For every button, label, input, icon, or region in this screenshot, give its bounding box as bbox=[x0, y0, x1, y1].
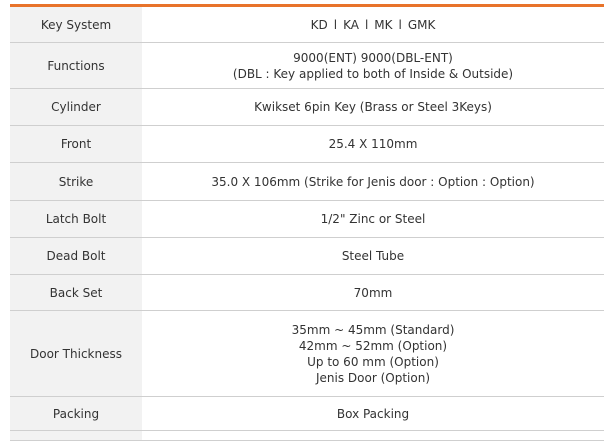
spec-table bbox=[10, 4, 604, 441]
row-packing bbox=[10, 397, 604, 431]
key-option-ka: KA bbox=[343, 17, 359, 32]
door-thickness-line: Jenis Door (Option) bbox=[315, 370, 430, 385]
value-back-set: 70mm bbox=[353, 285, 393, 300]
key-option-gmk: GMK bbox=[407, 17, 436, 32]
label-front: Front bbox=[10, 126, 142, 162]
key-separator: l bbox=[398, 17, 402, 32]
label-back-set: Back Set bbox=[10, 275, 142, 310]
value-dead-bolt: Steel Tube bbox=[341, 249, 405, 263]
value-functions bbox=[142, 43, 604, 88]
label-strike: Strike bbox=[10, 163, 142, 200]
row-blank bbox=[10, 431, 604, 441]
row-functions bbox=[10, 43, 604, 89]
row-back-set bbox=[10, 275, 604, 311]
label-cylinder: Cylinder bbox=[10, 89, 142, 125]
label-blank bbox=[10, 431, 142, 440]
value-packing: Box Packing bbox=[336, 406, 410, 421]
value-latch-bolt: 1/2" Zinc or Steel bbox=[320, 212, 426, 226]
key-option-kd: KD bbox=[310, 17, 328, 32]
label-functions: Functions bbox=[10, 43, 142, 88]
value-strike: 35.0 X 106mm (Strike for Jenis door : Option : Option) bbox=[211, 174, 535, 189]
row-strike bbox=[10, 163, 604, 201]
door-thickness-line: 35mm ~ 45mm (Standard) bbox=[291, 322, 455, 337]
label-dead-bolt: Dead Bolt bbox=[10, 238, 142, 274]
row-latch-bolt bbox=[10, 201, 604, 238]
value-door-thickness bbox=[142, 311, 604, 396]
row-key-system bbox=[10, 7, 604, 43]
row-dead-bolt bbox=[10, 238, 604, 275]
label-packing: Packing bbox=[10, 397, 142, 430]
door-thickness-line: 42mm ~ 52mm (Option) bbox=[298, 338, 448, 353]
value-front: 25.4 X 110mm bbox=[328, 137, 418, 151]
label-door-thickness: Door Thickness bbox=[10, 311, 142, 396]
door-thickness-line: Up to 60 mm (Option) bbox=[307, 354, 439, 369]
row-front bbox=[10, 126, 604, 163]
functions-line: 9000(ENT) 9000(DBL-ENT) bbox=[293, 50, 453, 65]
value-blank bbox=[142, 431, 604, 440]
key-system-options bbox=[311, 17, 436, 33]
row-door-thickness bbox=[10, 311, 604, 397]
value-key-system bbox=[142, 7, 604, 42]
value-cylinder: Kwikset 6pin Key (Brass or Steel 3Keys) bbox=[254, 100, 492, 114]
key-separator: l bbox=[333, 17, 338, 32]
label-latch-bolt: Latch Bolt bbox=[10, 201, 142, 237]
key-separator: l bbox=[364, 17, 369, 32]
key-option-mk: MK bbox=[374, 17, 393, 32]
functions-line: (DBL : Key applied to both of Inside & Outside) bbox=[232, 66, 514, 81]
label-key-system: Key System bbox=[10, 7, 142, 42]
row-cylinder bbox=[10, 89, 604, 126]
